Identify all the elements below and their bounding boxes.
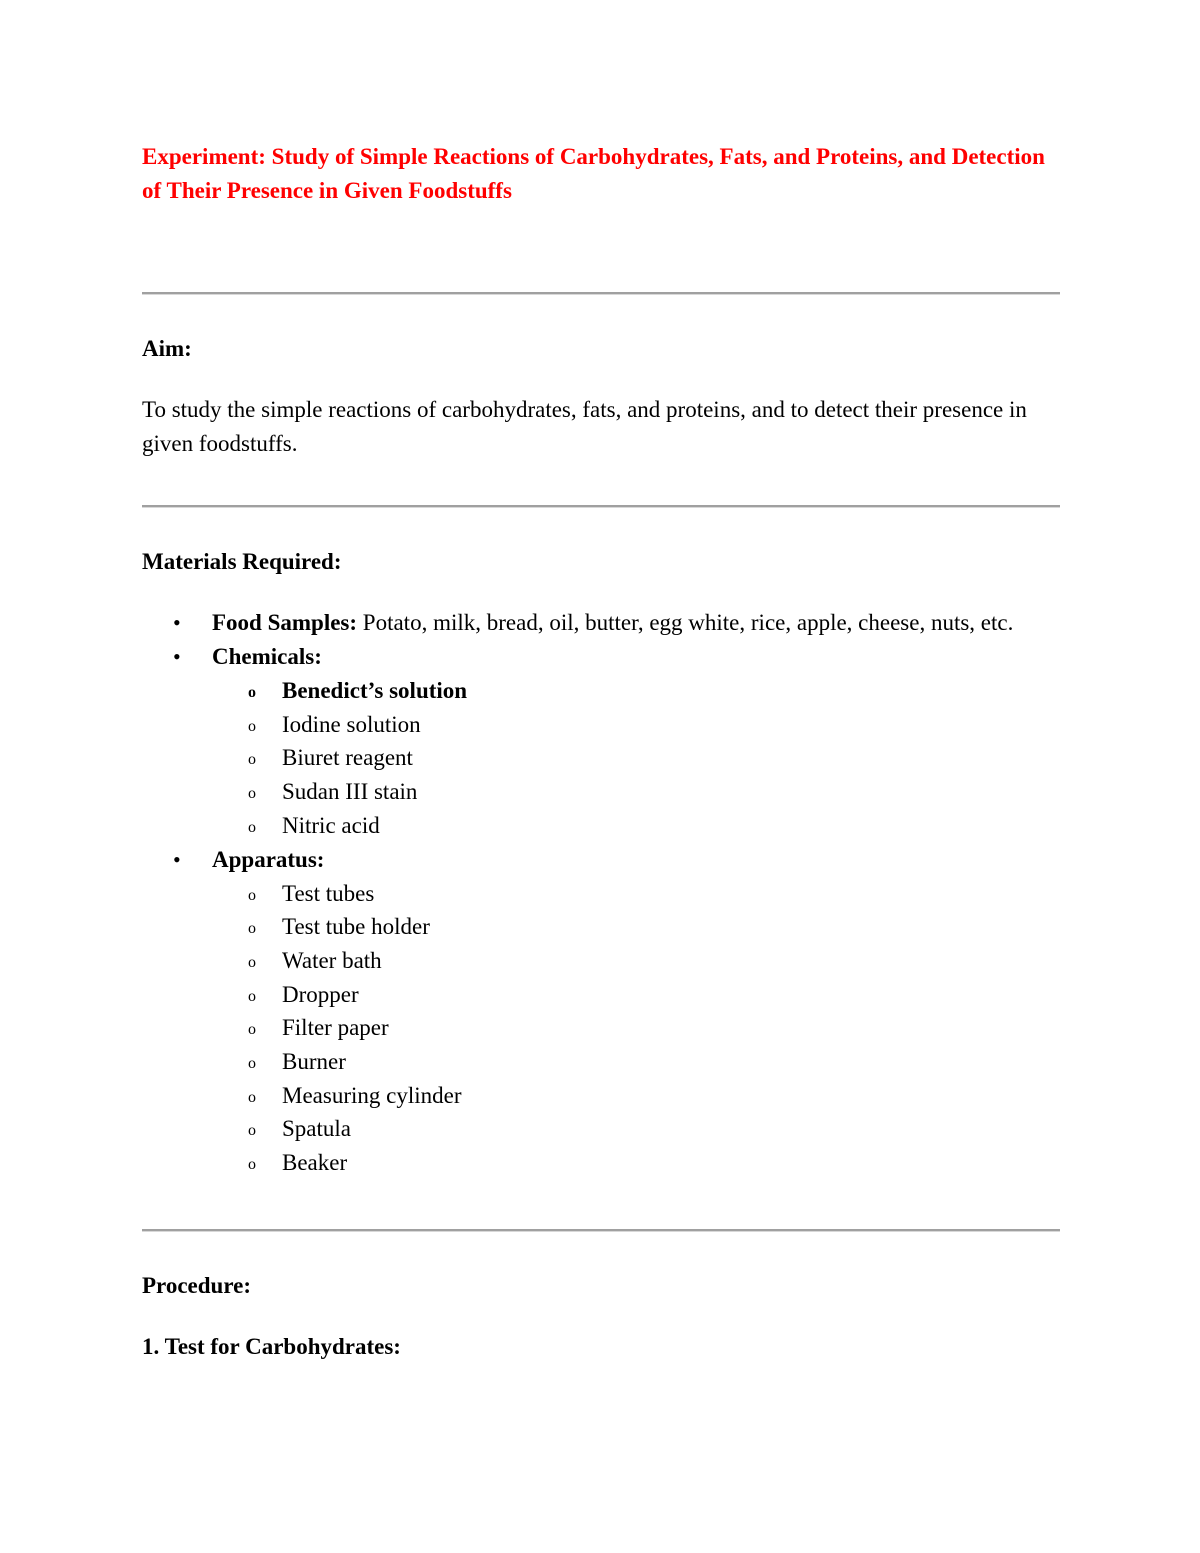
circle-bullet-icon: o	[248, 987, 256, 1005]
item-text: Potato, milk, bread, oil, butter, egg white, rice, apple, cheese, nuts, etc.	[357, 610, 1014, 635]
circle-bullet-icon: o	[248, 751, 256, 769]
apparatus-sublist	[212, 877, 1060, 1180]
list-item: o Beaker	[212, 1146, 1060, 1180]
aim-text: To study the simple reactions of carbohydrates, fats, and proteins, and to detect their presence in given foodstuffs.	[142, 397, 1027, 456]
circle-bullet-icon: o	[248, 1021, 256, 1039]
circle-bullet-icon: o	[248, 953, 256, 971]
circle-bullet-icon: o	[248, 1156, 256, 1174]
circle-bullet-icon: o	[248, 684, 256, 701]
item-label: Apparatus:	[212, 846, 325, 872]
materials-item-chemicals	[142, 640, 1060, 843]
circle-bullet-icon: o	[248, 920, 256, 938]
bullet-icon: •	[173, 846, 181, 872]
circle-bullet-icon: o	[248, 886, 256, 904]
circle-bullet-icon: o	[248, 1122, 256, 1140]
document-page	[142, 140, 1060, 1364]
procedure-step-heading: 1. Test for Carbohydrates:	[142, 1333, 401, 1359]
procedure-heading: Procedure:	[142, 1272, 252, 1298]
document-title: Experiment: Study of Simple Reactions of Carbohydrates, Fats, and Proteins, and Detection of Their Presence in Given Foodstuffs	[142, 144, 1045, 203]
list-item: o Biuret reagent	[212, 741, 1060, 775]
list-item: o Measuring cylinder	[212, 1079, 1060, 1113]
item-label: Food Samples:	[212, 610, 358, 635]
list-item: o Water bath	[212, 944, 1060, 978]
list-item: o Sudan III stain	[212, 775, 1060, 809]
chemicals-sublist	[212, 674, 1060, 843]
list-item: o Nitric acid	[212, 809, 1060, 843]
list-item: o Filter paper	[212, 1011, 1060, 1045]
bullet-icon: •	[173, 644, 181, 669]
materials-item-apparatus	[142, 843, 1060, 1180]
list-item: o Benedict’s solution	[212, 674, 1060, 708]
circle-bullet-icon: o	[248, 1088, 256, 1106]
item-label: Chemicals:	[212, 644, 322, 669]
aim-heading: Aim:	[142, 336, 192, 361]
list-item: o Iodine solution	[212, 708, 1060, 742]
circle-bullet-icon: o	[248, 818, 256, 836]
circle-bullet-icon: o	[248, 717, 256, 735]
list-item: o Test tube holder	[212, 910, 1060, 944]
materials-item-food-samples	[142, 606, 1060, 640]
list-item: o Test tubes	[212, 877, 1060, 911]
list-item: o Burner	[212, 1045, 1060, 1079]
list-item: o Dropper	[212, 978, 1060, 1012]
materials-list	[142, 606, 1060, 1180]
circle-bullet-icon: o	[248, 785, 256, 803]
bullet-icon: •	[173, 610, 181, 635]
materials-heading: Materials Required:	[142, 549, 342, 574]
circle-bullet-icon: o	[248, 1055, 256, 1073]
list-item: o Spatula	[212, 1112, 1060, 1146]
